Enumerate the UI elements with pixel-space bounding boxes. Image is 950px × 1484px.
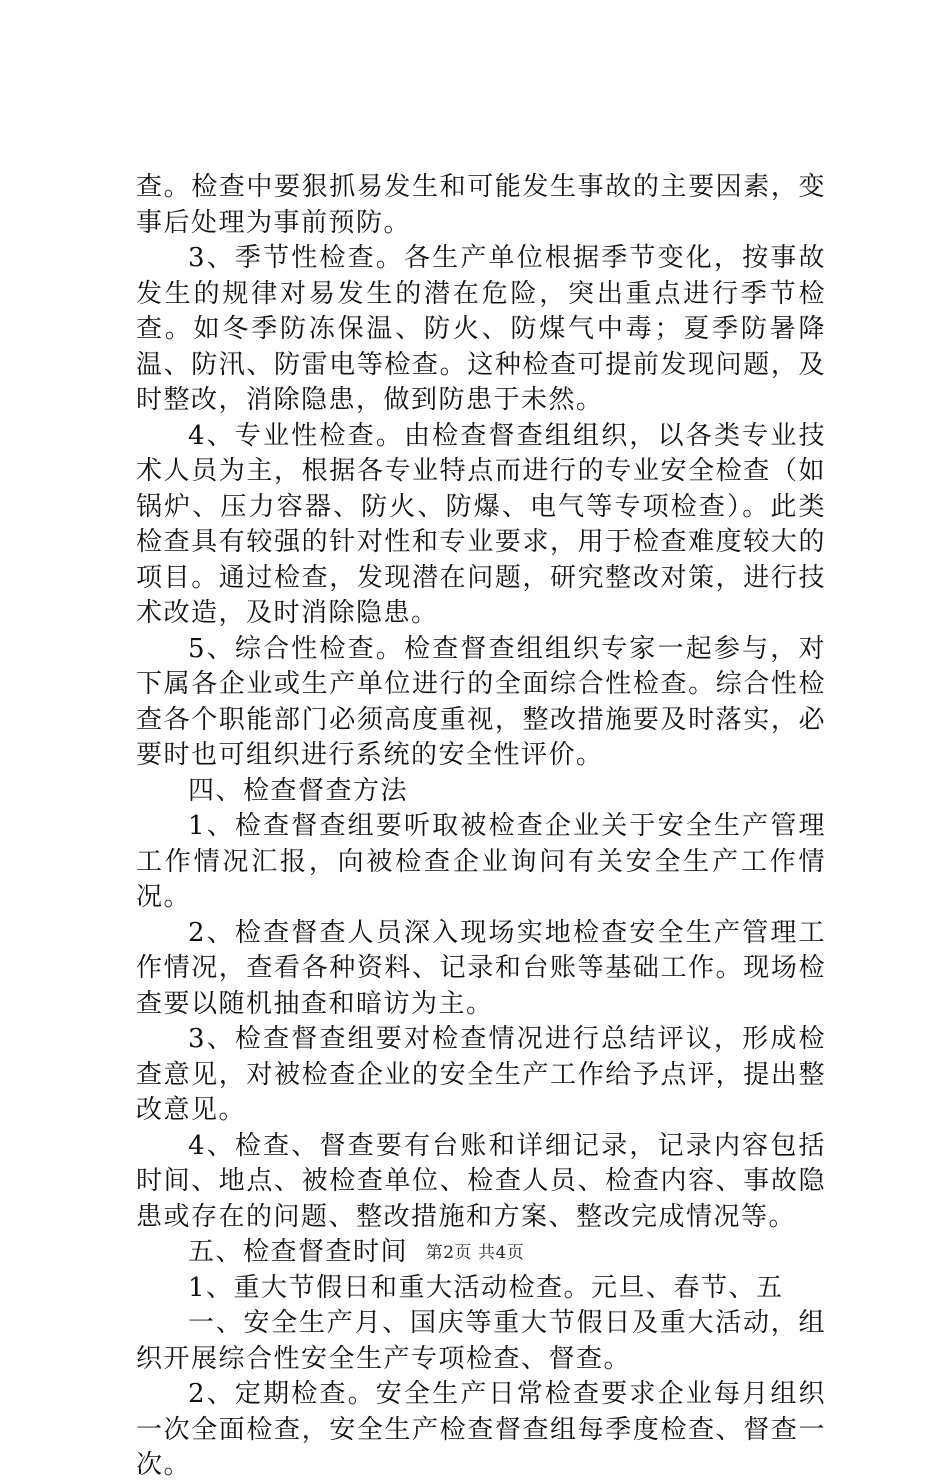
- document-body: [136, 170, 826, 1484]
- paragraph-seasonal-check: 3、季节性检查。各生产单位根据季节变化，按事故发生的规律对易发生的潜在危险，突出重点进行季节检查。如冬季防冻保温、防火、防煤气中毒；夏季防暑降温、防汛、防雷电等检查。这种检查可提前发现问题，及时整改，消除隐患，做到防患于未然。: [136, 243, 826, 415]
- paragraph-time-2: 2、定期检查。安全生产日常检查要求企业每月组织一次全面检查，安全生产检查督查组每季度检查、督查一次。: [136, 1379, 826, 1480]
- paragraph-continuation: 查。检查中要狠抓易发生和可能发生事故的主要因素，变事后处理为事前预防。: [136, 172, 826, 238]
- paragraph-method-4: 4、检查、督查要有台账和详细记录，记录内容包括时间、地点、被检查单位、检查人员、检查内容、事故隐患或存在的问题、整改措施和方案、整改完成情况等。: [136, 1130, 826, 1232]
- paragraph-comprehensive-check: 5、综合性检查。检查督查组组织专家一起参与，对下属各企业或生产单位进行的全面综合性检查。综合性检查各个职能部门必须高度重视，整改措施要及时落实，必要时也可组织进行系统的安全性评价。: [136, 633, 826, 770]
- section-heading-time: 五、检查督查时间: [188, 1237, 409, 1267]
- page-number-footer: 第2页 共4页: [425, 1243, 525, 1263]
- paragraph-time-1-cont: 一、安全生产月、国庆等重大节假日及重大活动，组织开展综合性安全生产专项检查、督查。: [136, 1308, 826, 1374]
- section-heading-methods: 四、检查督查方法: [188, 775, 409, 806]
- paragraph-method-3: 3、检查督查组要对检查情况进行总结评议，形成检查意见，对被检查企业的安全生产工作给予点评，提出整改意见。: [136, 1024, 826, 1125]
- paragraph-method-1: 1、检查督查组要听取被检查企业关于安全生产管理工作情况汇报，向被检查企业询问有关安全生产工作情况。: [136, 811, 826, 912]
- paragraph-time-1: 1、重大节假日和重大活动检查。元旦、春节、五: [188, 1272, 784, 1303]
- paragraph-professional-check: 4、专业性检查。由检查督查组组织，以各类专业技术人员为主，根据各专业特点而进行的专业安全检查（如锅炉、压力容器、防火、防爆、电气等专项检查）。此类检查具有较强的针对性和专业要求，用于检查难度较大的项目。通过检查，发现潜在问题，研究整改对策，进行技术改造，及时消除隐患。: [136, 420, 826, 628]
- paragraph-method-2: 2、检查督查人员深入现场实地检查安全生产管理工作情况，查看各种资料、记录和台账等基础工作。现场检查要以随机抽查和暗访为主。: [136, 917, 826, 1019]
